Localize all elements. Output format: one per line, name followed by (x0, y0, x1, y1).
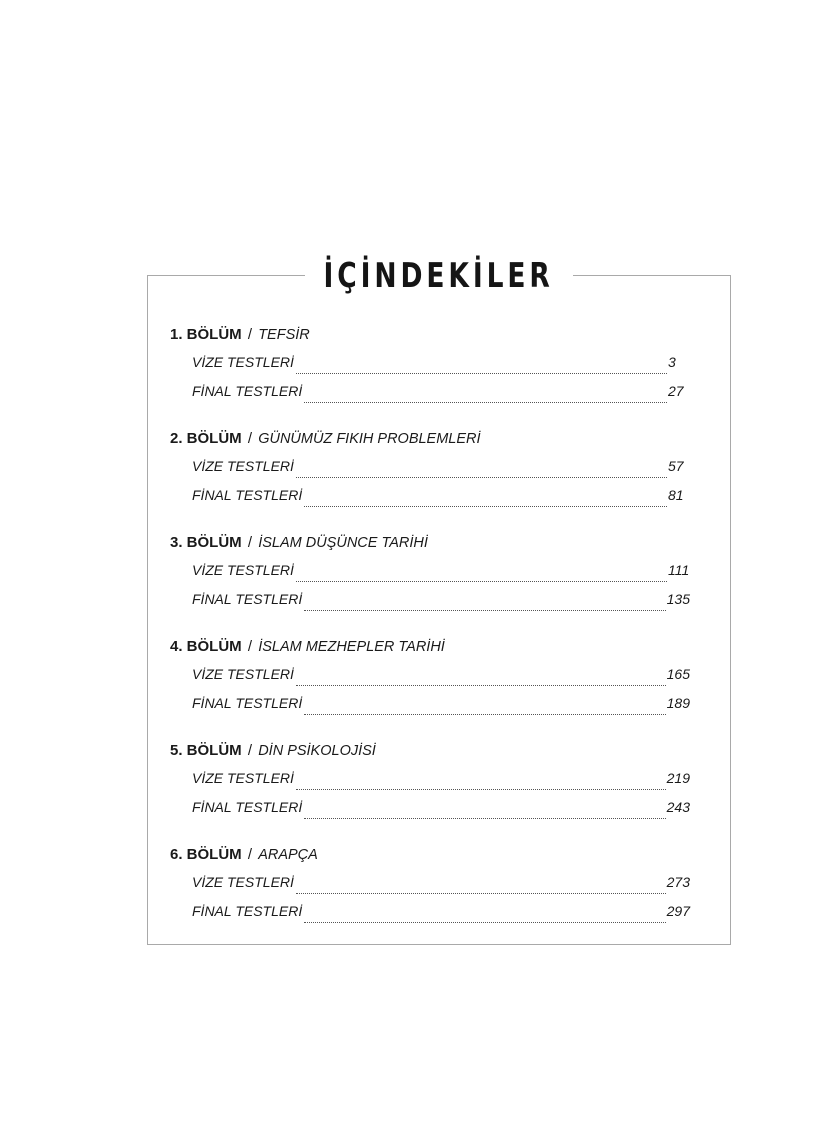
entry-label: VİZE TESTLERİ (192, 764, 296, 793)
dot-leader (304, 817, 665, 819)
section-name: TEFSİR (258, 327, 310, 343)
entry-label: FİNAL TESTLERİ (192, 585, 304, 614)
toc-section-4 (170, 634, 690, 718)
section-heading (170, 634, 690, 660)
dot-leader (304, 401, 667, 403)
toc-entry-vize[interactable] (192, 348, 690, 377)
section-name: DİN PSİKOLOJİSİ (258, 743, 376, 759)
entry-label: VİZE TESTLERİ (192, 452, 296, 481)
dot-leader (296, 372, 667, 374)
toc-entry-vize[interactable] (192, 868, 690, 897)
entry-label: VİZE TESTLERİ (192, 868, 296, 897)
toc-section-6 (170, 842, 690, 926)
entry-page-number: 219 (666, 770, 690, 786)
entry-page-number: 57 (668, 458, 684, 474)
section-separator: / (247, 534, 253, 551)
dot-leader (296, 476, 667, 478)
toc-entry-vize[interactable] (192, 452, 690, 481)
toc-entry-vize[interactable] (192, 764, 690, 793)
toc-section-3 (170, 530, 690, 614)
section-number: 6. BÖLÜM (170, 846, 242, 863)
entry-page-number: 165 (666, 666, 690, 682)
section-number: 1. BÖLÜM (170, 326, 242, 343)
section-name: İSLAM DÜŞÜNCE TARİHİ (258, 535, 428, 551)
entry-label: FİNAL TESTLERİ (192, 793, 304, 822)
entry-label: FİNAL TESTLERİ (192, 377, 304, 406)
section-heading (170, 322, 690, 348)
section-heading (170, 738, 690, 764)
title-wrap (305, 248, 573, 304)
entry-page-number: 111 (668, 562, 690, 578)
entry-page-number: 273 (666, 874, 690, 890)
section-name: İSLAM MEZHEPLER TARİHİ (258, 639, 445, 655)
section-name: ARAPÇA (258, 847, 318, 863)
toc-entry-vize[interactable] (192, 556, 690, 585)
entry-label: FİNAL TESTLERİ (192, 481, 304, 510)
toc-entry-final[interactable] (192, 481, 690, 510)
section-separator: / (247, 742, 253, 759)
dot-leader (304, 713, 665, 715)
entry-page-number: 27 (668, 383, 684, 399)
section-number: 2. BÖLÜM (170, 430, 242, 447)
section-separator: / (247, 638, 253, 655)
dot-leader (296, 788, 666, 790)
section-separator: / (247, 846, 253, 863)
dot-leader (296, 580, 667, 582)
dot-leader (304, 505, 667, 507)
page-title: İÇİNDEKİLER (323, 256, 555, 296)
dot-leader (296, 684, 666, 686)
entry-page-number: 189 (666, 695, 690, 711)
toc-section-5 (170, 738, 690, 822)
section-name: GÜNÜMÜZ FIKIH PROBLEMLERİ (258, 431, 481, 447)
toc-entry-final[interactable] (192, 377, 690, 406)
entry-label: FİNAL TESTLERİ (192, 897, 304, 926)
toc-entry-final[interactable] (192, 585, 690, 614)
entry-page-number: 3 (668, 354, 676, 370)
section-heading (170, 426, 690, 452)
entry-label: VİZE TESTLERİ (192, 660, 296, 689)
entry-page-number: 135 (666, 591, 690, 607)
section-separator: / (247, 430, 253, 447)
section-heading (170, 530, 690, 556)
toc-entry-vize[interactable] (192, 660, 690, 689)
dot-leader (304, 609, 665, 611)
toc-entry-final[interactable] (192, 897, 690, 926)
entry-page-number: 297 (666, 903, 690, 919)
section-heading (170, 842, 690, 868)
toc-section-2 (170, 426, 690, 510)
entry-page-number: 81 (668, 487, 684, 503)
toc-entry-final[interactable] (192, 793, 690, 822)
entry-page-number: 243 (666, 799, 690, 815)
toc-section-1 (170, 322, 690, 406)
dot-leader (296, 892, 666, 894)
entry-label: FİNAL TESTLERİ (192, 689, 304, 718)
dot-leader (304, 921, 665, 923)
entry-label: VİZE TESTLERİ (192, 556, 296, 585)
section-number: 5. BÖLÜM (170, 742, 242, 759)
entry-label: VİZE TESTLERİ (192, 348, 296, 377)
toc-entry-final[interactable] (192, 689, 690, 718)
section-number: 3. BÖLÜM (170, 534, 242, 551)
section-number: 4. BÖLÜM (170, 638, 242, 655)
section-separator: / (247, 326, 253, 343)
